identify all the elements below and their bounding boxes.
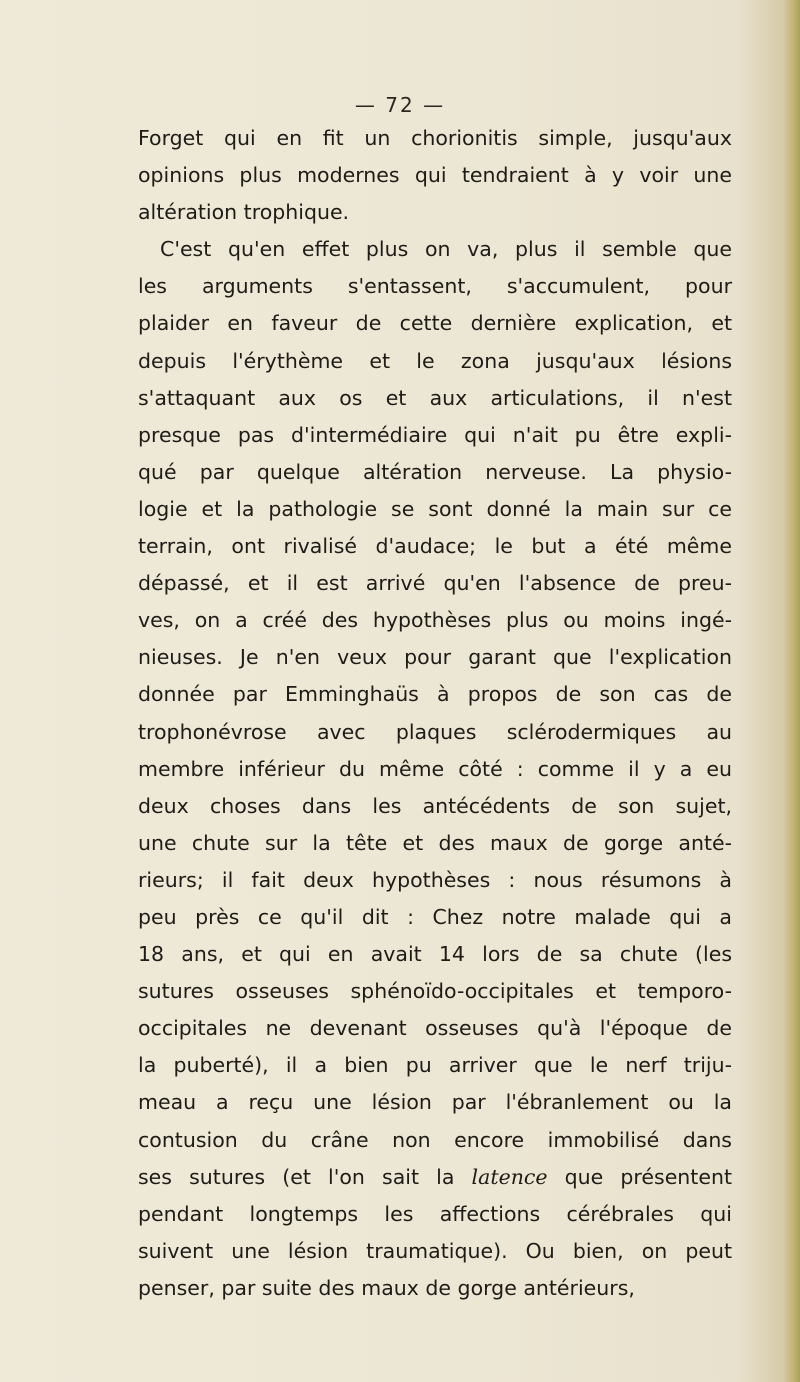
text-line-content: depuis l'érythème et le zona jusqu'aux lésions: [138, 348, 732, 373]
text-line: [138, 565, 732, 602]
text-line-content: une chute sur la tête et des maux de gorge anté-: [138, 830, 732, 855]
text-line: [138, 899, 732, 936]
text-line-content: meau a reçu une lésion par l'ébranlement ou la: [138, 1090, 732, 1115]
text-line: [138, 157, 732, 194]
text-line: [138, 343, 732, 380]
text-line-content: ses sutures (et l'on sait la: [138, 1164, 455, 1189]
text-line-content: trophonévrose avec plaques sclérodermiques au: [138, 719, 732, 744]
text-line: [138, 454, 732, 491]
text-line: [138, 268, 732, 305]
italic-word: latence: [471, 1164, 548, 1189]
body-text: [138, 120, 732, 1307]
text-line-content: membre inférieur du même côté : comme il y a eu: [138, 756, 732, 781]
text-line: [138, 194, 732, 231]
text-line: [138, 602, 732, 639]
text-line: [138, 1047, 732, 1084]
text-line-content: penser, par suite des maux de gorge antérieurs,: [138, 1275, 635, 1300]
text-line-content: opinions plus modernes qui tendraient à y voir une: [138, 163, 732, 188]
text-line: [138, 305, 732, 342]
text-line: [138, 380, 732, 417]
page-number: — 72 —: [354, 93, 446, 117]
binding-edge: [784, 0, 800, 1382]
text-line-content: logie et la pathologie se sont donné la main sur ce: [138, 496, 732, 521]
text-line: [138, 417, 732, 454]
text-line-content: Forget qui en fit un chorionitis simple, jusqu'aux: [138, 126, 732, 150]
text-line-content: nieuses. Je n'en veux pour garant que l'explication: [138, 645, 732, 670]
text-line: [138, 528, 732, 565]
text-line-content: donnée par Emminghaüs à propos de son cas de: [138, 682, 732, 707]
text-line-content: presque pas d'intermédiaire qui n'ait pu être expli-: [138, 422, 732, 447]
text-line: [138, 639, 732, 676]
text-line: [138, 1159, 732, 1196]
text-line: [138, 1084, 732, 1121]
text-line: [138, 231, 732, 268]
text-line: [138, 751, 732, 788]
text-line-content: peu près ce qu'il dit : Chez notre malade qui a: [138, 904, 732, 929]
text-line: [138, 862, 732, 899]
text-line: [138, 973, 732, 1010]
text-line: [138, 936, 732, 973]
text-line-content: deux choses dans les antécédents de son sujet,: [138, 793, 732, 818]
text-line-content: rieurs; il fait deux hypothèses : nous résumons à: [138, 867, 732, 892]
text-line-content: occipitales ne devenant osseuses qu'à l'époque de: [138, 1016, 732, 1041]
text-line: [138, 1270, 732, 1307]
text-line: [138, 676, 732, 713]
text-line-content: altération trophique.: [138, 200, 350, 225]
text-line-content: les arguments s'entassent, s'accumulent, pour: [138, 274, 732, 299]
text-line: [138, 491, 732, 528]
text-line: [138, 1010, 732, 1047]
text-line-continuation: que présentent: [547, 1164, 732, 1189]
text-line-content: sutures osseuses sphénoïdo-occipitales et temporo-: [138, 979, 732, 1004]
text-line-content: qué par quelque altération nerveuse. La physio-: [138, 459, 732, 484]
text-line: [138, 714, 732, 751]
text-line: [138, 825, 732, 862]
text-line: [138, 1196, 732, 1233]
text-line-content: ves, on a créé des hypothèses plus ou moins ingé-: [138, 608, 732, 633]
text-line-content: pendant longtemps les affections cérébrales qui: [138, 1201, 732, 1226]
text-line-content: terrain, ont rivalisé d'audace; le but a été même: [138, 534, 732, 559]
text-line-content: dépassé, et il est arrivé qu'en l'absence de preu-: [138, 571, 732, 596]
text-line-content: 18 ans, et qui en avait 14 lors de sa chute (les: [138, 942, 732, 967]
text-line-content: C'est qu'en effet plus on va, plus il semble que: [160, 237, 732, 262]
text-line: [138, 120, 732, 157]
text-line-content: suivent une lésion traumatique). Ou bien, on peut: [138, 1238, 732, 1263]
text-line-content: la puberté), il a bien pu arriver que le nerf triju-: [138, 1053, 732, 1078]
text-line: [138, 788, 732, 825]
text-line-content: plaider en faveur de cette dernière explication, et: [138, 311, 732, 336]
text-line-content: contusion du crâne non encore immobilisé dans: [138, 1127, 732, 1152]
text-line: [138, 1122, 732, 1159]
text-line-content: s'attaquant aux os et aux articulations, il n'est: [138, 385, 732, 410]
text-line: [138, 1233, 732, 1270]
